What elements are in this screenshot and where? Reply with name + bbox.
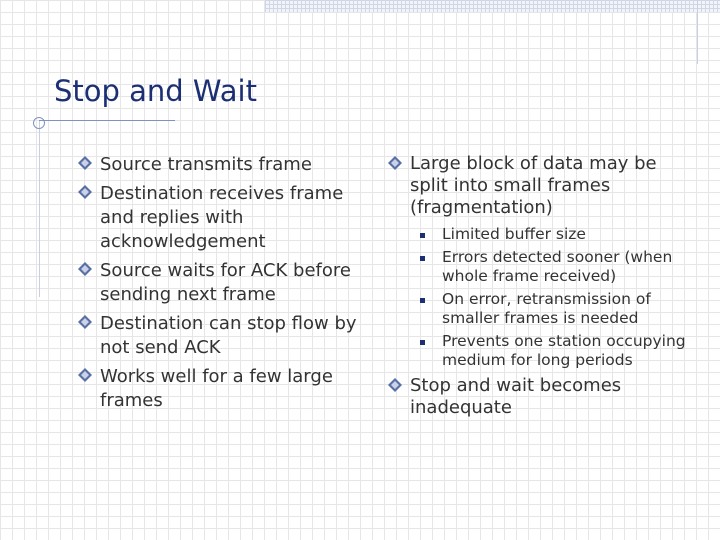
slide-title: Stop and Wait: [54, 74, 257, 108]
left-bullet-text: Source waits for ACK before sending next frame: [100, 260, 351, 305]
decor-line-right: [697, 0, 698, 64]
square-bullet-icon: [420, 340, 425, 345]
title-ring-decoration: [33, 117, 45, 129]
top-decoration-band: [265, 0, 720, 12]
square-bullet-icon: [420, 233, 425, 238]
right-bullet-1: [386, 153, 686, 219]
sub-bullet-group: [386, 225, 686, 371]
title-underline: [39, 120, 175, 121]
diamond-bullet-icon: [388, 156, 402, 170]
left-bullet-text: Destination can stop flow by not send ACK: [100, 313, 357, 358]
sub-bullet-1: [410, 225, 686, 245]
sub-bullet-text: Errors detected sooner (when whole frame received): [442, 247, 673, 285]
decor-line-left: [39, 120, 40, 297]
right-bullet-list: [386, 153, 686, 425]
diamond-bullet-icon: [388, 378, 402, 392]
left-bullet-text: Works well for a few large frames: [100, 366, 333, 411]
left-bullet-list: [76, 153, 358, 418]
diamond-bullet-icon: [78, 368, 92, 382]
right-bullet-2: [386, 375, 686, 419]
left-bullet-text: Source transmits frame: [100, 154, 312, 175]
sub-bullet-3: [410, 290, 686, 329]
left-bullet-4: [76, 312, 358, 360]
diamond-bullet-icon: [78, 262, 92, 276]
diamond-bullet-icon: [78, 185, 92, 199]
sub-bullet-text: Prevents one station occupying medium for long periods: [442, 331, 686, 369]
square-bullet-icon: [420, 298, 425, 303]
right-bullet-text: Large block of data may be split into small frames (fragmentation): [410, 153, 657, 218]
diamond-bullet-icon: [78, 156, 92, 170]
diamond-bullet-icon: [78, 315, 92, 329]
left-bullet-3: [76, 259, 358, 307]
left-bullet-1: [76, 153, 358, 177]
sub-bullet-text: On error, retransmission of smaller frames is needed: [442, 289, 651, 327]
square-bullet-icon: [420, 256, 425, 261]
left-bullet-2: [76, 182, 358, 254]
sub-bullet-4: [410, 332, 686, 371]
sub-bullet-2: [410, 248, 686, 287]
left-bullet-text: Destination receives frame and replies with acknowledgement: [100, 183, 344, 252]
left-bullet-5: [76, 365, 358, 413]
sub-bullet-list: [386, 225, 686, 371]
right-bullet-text: Stop and wait becomes inadequate: [410, 374, 622, 418]
sub-bullet-text: Limited buffer size: [442, 225, 586, 243]
